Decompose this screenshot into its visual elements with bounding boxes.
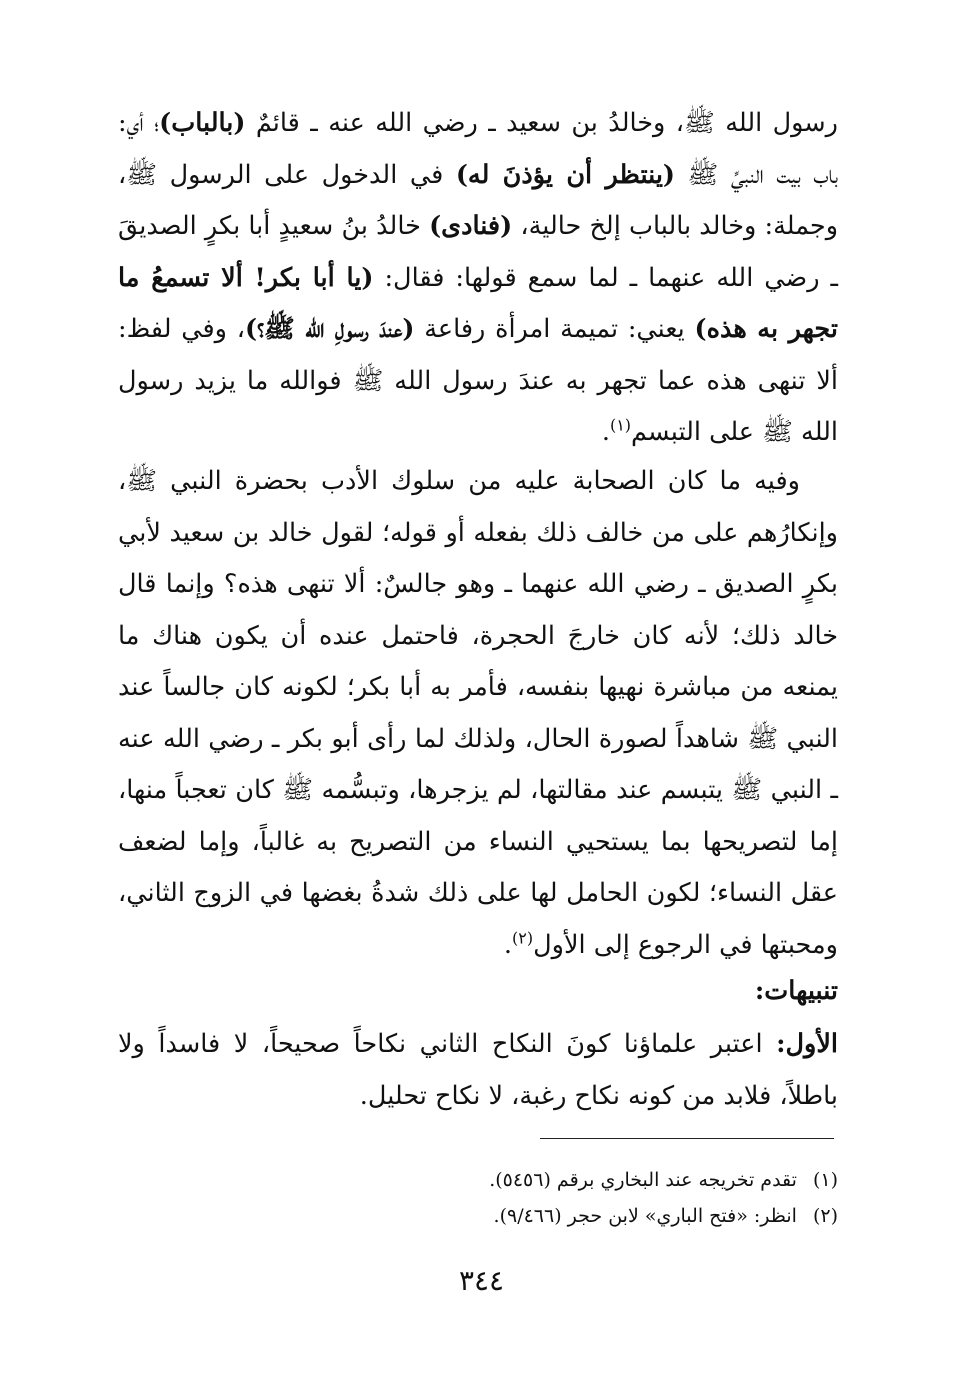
text-run: رسول الله ﷺ، وخالدُ بن سعيد ـ رضي الله عنه ـ قائمٌ [245,108,838,138]
page-number: ٣٤٤ [458,1264,505,1297]
text-run: . [503,929,513,960]
footnote-number: (١) [812,1169,838,1191]
footnote-number: (٢) [812,1205,838,1227]
text-run: خالدُ بنُ سعيدٍ أبا بكرٍ الصديقَ ـ رضي الله عنهما ـ لما سمع قولها: فقال: [118,211,838,293]
footnote-marker: (١) [609,415,632,435]
text-run: ؛ أي: باب بيت النبيِّ ﷺ [118,108,839,190]
section-heading: تنبيهات: [754,976,838,1006]
footnote-text: تقدم تخريجه عند البخاري برقم (٥٤٥٦). [489,1169,797,1191]
text-run: في الدخول على الرسول ﷺ، وجملة: وخالد بالباب إلخ حالية، [118,159,839,241]
paragraph-3 [118,1019,838,1122]
bold-phrase: (ينتظر أن يؤذنَ له) [455,159,675,190]
footnotes [360,1162,838,1234]
text-run: يعني: تميمة امرأة رفاعة [414,314,695,344]
text-run: اعتبر علماؤنا كونَ النكاح الثاني نكاحاً صحيحاً، لا فاسداً ولا باطلاً، فلابد من كونه نكاح رغبة، لا نكاح تحليل. [118,1029,838,1111]
footnote-divider [540,1138,834,1139]
text-run: ، وفي لفظ: ألا تنهى هذه عما تجهر به عندَ رسول الله ﷺ فوالله ما يزيد رسول الله ﷺ على التبسم [118,314,838,447]
bold-phrase: (عندَ رسولِ الله ﷺ؟) [244,314,415,344]
footnote-marker: (٢) [512,928,534,947]
paragraph-1 [118,98,838,459]
text-run: . [601,417,610,447]
footnote-1 [360,1162,838,1198]
bold-phrase: (بالباب) [159,108,246,138]
bold-phrase: الأول: [776,1029,838,1059]
bold-phrase: (فنادى) [429,211,513,241]
text-run: وفيه ما كان الصحابة عليه من سلوك الأدب بحضرة النبي ﷺ، وإنكارُهم على من خالف ذلك بفعله أو قوله؛ لقول خالد بن سعيد لأبي بكرٍ الصديق ـ رضي الله عنهما ـ وهو جالسٌ: ألا تنهى هذه؟ وإنما قال خالد ذلك؛ لأنه كان خارجَ الحجرة، فاحتمل عنده أن يكون هناك ما يمنعه من مباشرة نهيها بنفسه، فأمر به أبا بكر؛ لكونه كان جالساً عند النبي ﷺ شاهداً لصورة الحال، ولذلك لما رأى أبو بكر ـ رضي الله عنه ـ النبي ﷺ يتبسم عند مقالتها، لم يزجرها، وتبسُّمه ﷺ كان تعجباً منها، إما لتصريحها بما يستحيي النساء من التصريح به غالباً، وإما لضعف عقل النساء؛ لكون الحامل لها على ذلك شدةُ بغضها في الزوج الثاني، ومحبتها في الرجوع إلى الأول [118,466,838,960]
footnote-text: انظر: «فتح الباري» لابن حجر (٩/٤٦٦). [493,1205,797,1227]
footnote-2 [360,1198,838,1234]
bold-phrase: (يا أبا بكر! ألا تسمعُ ما تجهر به هذه) [118,262,838,344]
paragraph-2 [118,456,838,971]
